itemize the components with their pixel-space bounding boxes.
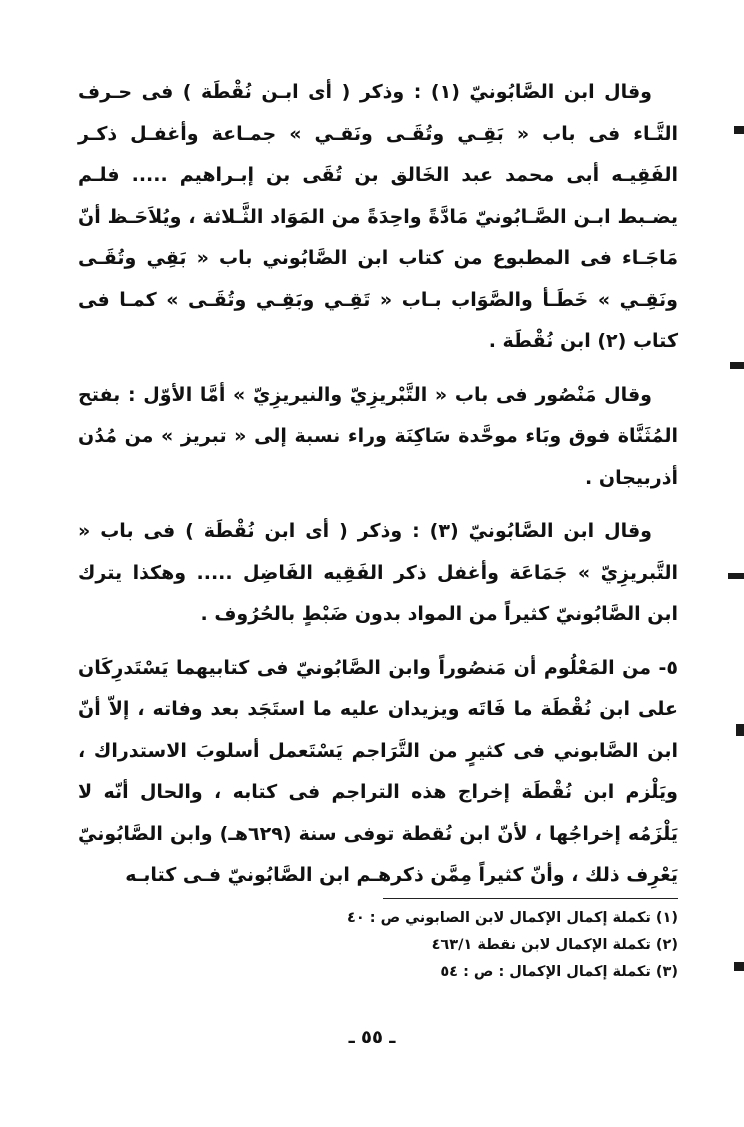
footnotes bbox=[330, 905, 678, 986]
scan-edge-mark-3 bbox=[728, 573, 744, 579]
paragraph-2: وقال مَنْصُور فى باب « التَّبْريزِيّ والنيريزِيّ » أمَّا الأوّل : بفتح المُثَنَّاة فوق وبَاء موحَّدة سَاكِنَة وراء نسبة إلى « تبريز » من مُدُن أذربيجان . bbox=[78, 383, 678, 489]
paragraph-3: وقال ابن الصَّابُونيّ (٣) : وذكر ( أى ابن نُقْطَة ) فى باب « التَّبريزِيّ » جَمَاعَة وأغفل ذكر الفَقِيه الفَاضِل ..... وهكذا يترك ابن الصَّابُونيّ كثيراً من المواد بدون ضَبْطٍ بالحُرُوف . bbox=[78, 520, 678, 625]
footnote-separator bbox=[383, 898, 678, 899]
scan-edge-mark-2 bbox=[730, 362, 744, 369]
paragraph-4: ٥- من المَعْلُوم أن مَنصُوراً وابن الصَّابُونيّ فى كتابيهما يَسْتَدرِكَان على ابن نُقْطَة ما فَاتَه ويزيدان عليه ما استَجَد بعد وفاته ، إلاّ أنّ ابن الصَّابوني فى كثيرٍ من التَّرَاجم يَسْتَعمل أسلوبَ الاستدراك ، ويَلْزم ابن نُقْطَة إخراج هذه التراجم فى كتابه ، والحال أنّه لا يَلْزَمُه إخراجُها ، لأنّ ابن نُقطة توفى سنة (٦٢٩هـ) وابن الصَّابُونيّ يَعْرِف ذلك ، وأنّ كثيراً مِمَّن ذكرهـم ابن الصَّابُونيّ فـى كتابـه bbox=[78, 656, 678, 886]
main-text-block bbox=[78, 72, 678, 897]
scan-edge-mark-5 bbox=[734, 962, 744, 971]
scan-edge-mark-4 bbox=[736, 724, 744, 736]
scan-edge-mark-1 bbox=[734, 126, 744, 134]
paragraph-1: وقال ابن الصَّابُونيّ (١) : وذكر ( أى ابـن نُقْطَة ) فى حـرف التَّـاء فى باب « بَقِـي وتُقَـى ونَقـي » جمـاعة وأغفـل ذكـر الفَقِيـه أبى محمد عبد الخَالق بن تُقَى بن إبـراهيم ..... فلـم يضـبط ابـن الصَّـابُونيّ مَادَّةً واحِدَةً من المَوَاد الثَّـلاثة ، ويُلاَحَـظ أنّ مَاجَـاء فى المطبوع من كتاب ابن الصَّابُوني باب « بَقِي وتُقَـى ونَقِـي » خَطَـأ والصَّوَاب بـاب « تَقِـي وبَقِـي وتُقَـى » كمـا فى كتاب (٢) ابن نُقْطَة . bbox=[78, 81, 678, 352]
footnote-1: (١) تكملة إكمال الإكمال لابن الصابوني ص : ٤٠ bbox=[346, 910, 678, 926]
page-number: ـ ٥٥ ـ bbox=[348, 1027, 396, 1048]
footnote-3: (٣) تكملة إكمال الإكمال : ص : ٥٤ bbox=[440, 964, 678, 980]
footnote-2: (٢) تكملة الإكمال لابن نقطة ٤٦٣/١ bbox=[431, 937, 678, 953]
